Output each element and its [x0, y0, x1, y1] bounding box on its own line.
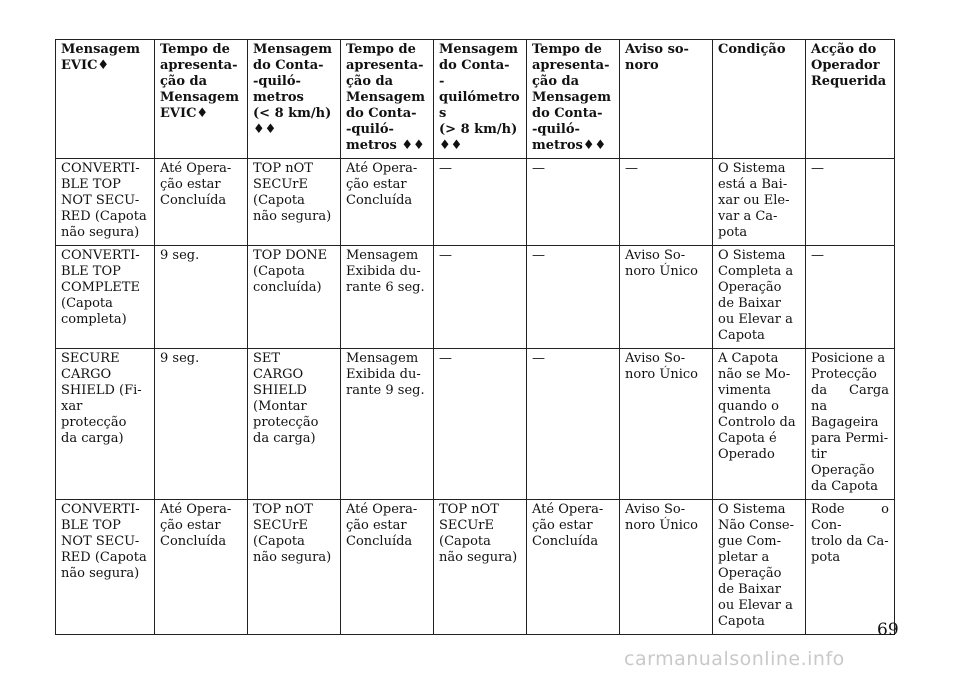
table-cell-text: Mensagem Exibida du- rante 6 seg.: [346, 248, 425, 295]
table-cell: [248, 500, 341, 635]
table-cell-text: —: [439, 351, 452, 366]
column-header-text: Aviso so- noro: [625, 42, 689, 73]
page-number: 69: [877, 620, 899, 640]
table-cell: [341, 159, 434, 246]
column-header: [248, 40, 341, 159]
table-cell: [155, 500, 248, 635]
table-cell-text: Até Opera- ção estar Concluída: [532, 502, 604, 549]
table-cell-text: Até Opera- ção estar Concluída: [160, 161, 232, 208]
table-cell-text: Mensagem Exibida du- rante 9 seg.: [346, 351, 425, 398]
evic-message-table: [55, 39, 895, 635]
table-cell-text: Até Opera- ção estar Concluída: [346, 502, 418, 549]
table-cell: [434, 246, 527, 349]
table-cell: [620, 246, 713, 349]
table-cell: [341, 349, 434, 500]
column-header-text: Mensagem EVIC♦: [61, 42, 140, 73]
column-header-text: Mensagem do Conta- -quiló- metros (< 8 km/h) ♦♦: [253, 42, 332, 137]
table-cell: [341, 500, 434, 635]
table-cell-text: Posicione a Protecção da Carga na Bagageira para Permi- tir Operação da Capota: [811, 351, 889, 494]
table-cell-text: 9 seg.: [160, 351, 200, 366]
table-row: [56, 500, 895, 635]
watermark: carmanualsonline.info: [624, 648, 845, 670]
column-header-text: Tempo de apresenta- ção da Mensagem EVIC♦: [160, 42, 239, 121]
table-cell-text: Aviso So- noro Único: [625, 248, 698, 279]
table-cell-text: TOP nOT SECUrE (Capota não segura): [253, 161, 332, 224]
table-cell: [527, 349, 620, 500]
table-cell-text: —: [439, 161, 452, 176]
column-header-text: Tempo de apresenta- ção da Mensagem do Conta- -quiló- metros ♦♦: [346, 42, 425, 153]
table-cell-text: TOP nOT SECUrE (Capota não segura): [439, 502, 518, 565]
table-cell: [56, 246, 155, 349]
table-cell-text: —: [439, 248, 452, 263]
table-cell: [434, 349, 527, 500]
column-header: [620, 40, 713, 159]
table-cell-text: —: [625, 161, 638, 176]
table-cell-text: O Sistema Completa a Operação de Baixar ou Elevar a Capota: [718, 248, 794, 343]
table-cell: [248, 159, 341, 246]
table-cell-text: CONVERTI- BLE TOP NOT SECU- RED (Capota não segura): [61, 161, 147, 240]
table-cell-text: Até Opera- ção estar Concluída: [160, 502, 232, 549]
table-cell-text: —: [811, 161, 824, 176]
table-cell: [620, 159, 713, 246]
table-cell: [713, 159, 806, 246]
column-header-text: Tempo de apresenta- ção da Mensagem do Conta- -quiló- metros♦♦: [532, 42, 611, 153]
column-header-text: Acção do Operador Requerida: [811, 42, 887, 89]
table-cell: [56, 349, 155, 500]
table-cell: [713, 500, 806, 635]
table-row: [56, 246, 895, 349]
table-cell: [806, 246, 895, 349]
column-header-text: Mensagem do Conta- -quilómetros (> 8 km/h) ♦♦: [439, 42, 520, 153]
table-cell: [527, 159, 620, 246]
column-header: [155, 40, 248, 159]
table-cell-text: —: [811, 248, 824, 263]
column-header: [434, 40, 527, 159]
table-cell-text: CONVERTI- BLE TOP COMPLETE (Capota completa): [61, 248, 140, 327]
table-cell: [155, 246, 248, 349]
table-cell-text: TOP DONE (Capota concluída): [253, 248, 328, 295]
column-header: [527, 40, 620, 159]
table-cell: [56, 159, 155, 246]
table-cell: [620, 500, 713, 635]
table-cell: [434, 159, 527, 246]
table-cell: [155, 349, 248, 500]
table-cell-text: 9 seg.: [160, 248, 200, 263]
table-cell-text: —: [532, 248, 545, 263]
table-cell: [527, 246, 620, 349]
table-cell-text: O Sistema Não Conse- gue Com- pletar a Operação de Baixar ou Elevar a Capota: [718, 502, 794, 629]
table-cell: [713, 246, 806, 349]
table-cell-text: Rode o Con- trolo da Ca- pota: [811, 502, 889, 565]
table-cell: [248, 349, 341, 500]
column-header: [56, 40, 155, 159]
table-cell-text: CONVERTI- BLE TOP NOT SECU- RED (Capota não segura): [61, 502, 147, 581]
table-header-row: [56, 40, 895, 159]
table-cell-text: O Sistema está a Bai- xar ou Ele- var a Ca- pota: [718, 161, 790, 240]
table-cell-text: Aviso So- noro Único: [625, 502, 698, 533]
table-row: [56, 159, 895, 246]
column-header: [806, 40, 895, 159]
table-cell: [806, 159, 895, 246]
column-header-text: Condição: [718, 42, 786, 57]
table-cell-text: TOP nOT SECUrE (Capota não segura): [253, 502, 332, 565]
table-cell: [620, 349, 713, 500]
table-cell: [806, 500, 895, 635]
table-cell: [527, 500, 620, 635]
column-header: [713, 40, 806, 159]
table-cell: [713, 349, 806, 500]
table-cell-text: A Capota não se Mo- vimenta quando o Controlo da Capota é Operado: [718, 351, 796, 462]
column-header: [341, 40, 434, 159]
table-cell-text: —: [532, 161, 545, 176]
table-cell-text: SET CARGO SHIELD (Montar protecção da carga): [253, 351, 319, 446]
table-cell-text: —: [532, 351, 545, 366]
table-cell: [806, 349, 895, 500]
table-row: [56, 349, 895, 500]
table-cell-text: SECURE CARGO SHIELD (Fi- xar protecção da carga): [61, 351, 142, 446]
table-cell-text: Aviso So- noro Único: [625, 351, 698, 382]
table-cell: [434, 500, 527, 635]
table-cell: [248, 246, 341, 349]
table-cell: [56, 500, 155, 635]
table-cell: [155, 159, 248, 246]
table-body: [56, 159, 895, 635]
table-cell: [341, 246, 434, 349]
table-cell-text: Até Opera- ção estar Concluída: [346, 161, 418, 208]
